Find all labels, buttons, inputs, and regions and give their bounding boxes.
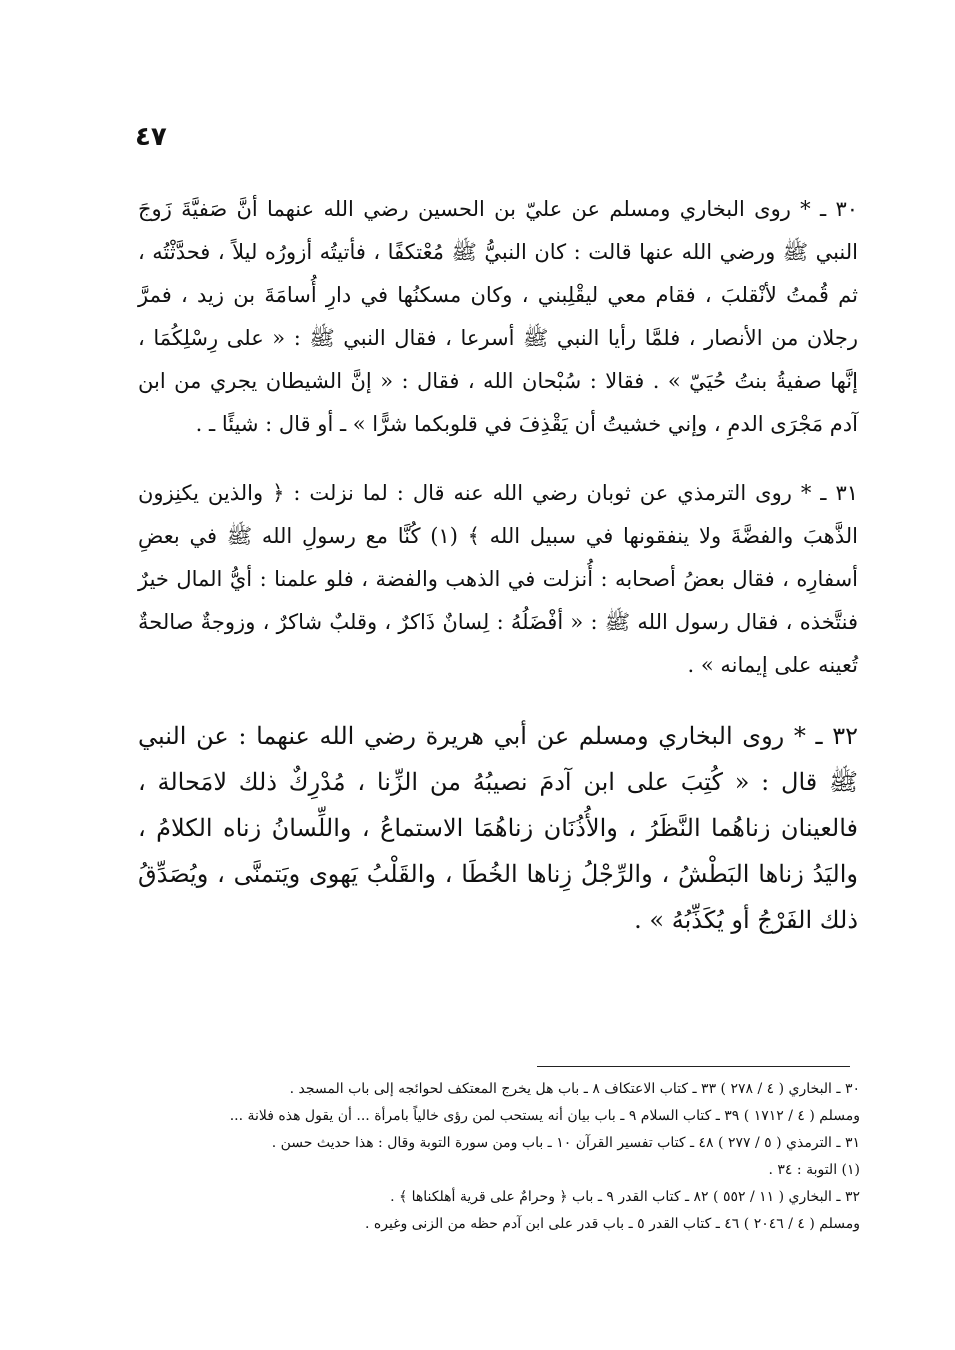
- hadith-31-paragraph: ٣١ ـ * روى الترمذي عن ثوبان رضي الله عنه قال : لما نزلت : ﴿ والذين يكنِزون الذَّهبَ والفضَّةَ ولا ينفقونها في سبيل الله ﴾ (١) كُنَّا مع رسولِ الله ﷺ في بعضِ أسفارِه ، فقال بعضُ أصحابه : أُنزلت في الذهب والفضة ، فلو علمنا : أيُّ المال خيرٌ فنتَّخذه ، فقال رسول الله ﷺ : « أفْضَلُهُ : لِسانٌ ذَاكرٌ ، وقلبٌ شاكرٌ ، وزوجةٌ صالحةٌ تُعينه على إيمانه » .: [138, 481, 858, 677]
- footnote-31-tirmidhi: ٣١ ـ الترمذي ( ٥ / ٢٧٧ ) ٤٨ ـ كتاب تفسير القرآن ١٠ ـ باب ومن سورة التوبة وقال : هذا حديث حسن .: [271, 1135, 860, 1151]
- footnote-separator: [537, 1066, 850, 1067]
- page-number: ٤٧: [135, 122, 167, 152]
- footnotes: [135, 1076, 860, 1238]
- footnote-32-bukhari: ٣٢ ـ البخاري ( ١١ / ٥٥٢ ) ٨٢ ـ كتاب القدر ٩ ـ باب ﴿ وحرامٌ على قرية أهلكناها ﴾ .: [390, 1189, 860, 1205]
- footnote-30-bukhari: ٣٠ ـ البخاري ( ٤ / ٢٧٨ ) ٣٣ ـ كتاب الاعتكاف ٨ ـ باب هل يخرج المعتكف لحوائجه إلى باب المسجد .: [289, 1081, 860, 1097]
- footnote-quran-ref: (١) التوبة : ٣٤ .: [768, 1162, 860, 1178]
- hadith-body: [138, 188, 858, 969]
- hadith-30-paragraph: ٣٠ ـ * روى البخاري ومسلم عن عليّ بن الحسين رضي الله عنهما أنَّ صَفيَّةَ زَوجَ النبي ﷺ ورضي الله عنها قالت : كان النبيُّ ﷺ مُعْتكفًا ، فأتيتُه أزورُه ليلاً ، فحدَّثْتُه ، ثم قُمتُ لأنْقلبَ ، فقام معي ليقْلِبني ، وكان مسكنُها في دارِ أُسامَةَ بن زيد ، فمرَّ رجلان من الأنصار ، فلمَّا رأيا النبي ﷺ أسرعا ، فقال النبي ﷺ : « على رِسْلِكُمَا ، إنَّها صفيةُ بنتُ حُيَيّ » . فقالا : سُبْحان الله ، فقال : « إنَّ الشيطان يجري من ابن آدم مَجْرَى الدمِ ، وإني خشيتُ أن يَقْذِفَ في قلوبكما شرًّا » ـ أو قال : شيئًا ـ .: [138, 197, 858, 436]
- footnote-32-muslim: ومسلم ( ٤ / ٢٠٤٦ ) ٤٦ ـ كتاب القدر ٥ ـ باب قدر على ابن آدم حظه من الزنى وغيره .: [364, 1216, 860, 1232]
- hadith-32-paragraph: ٣٢ ـ * روى البخاري ومسلم عن أبي هريرة رضي الله عنهما : عن النبي ﷺ قال : « كُتِبَ على ابن آدمَ نصيبُهُ من الزِّنا ، مُدْرِكٌ ذلك لامَحالة ، فالعينان زناهُما النَّظَرُ ، والأُذُنَان زناهُمَا الاستماعُ ، واللِّسانُ زناه الكلامُ ، واليَدُ زناها البَطْشُ ، والرِّجْلُ زِناها الخُطَا ، والقَلْبُ يَهوى ويَتمنَّى ، ويُصَدِّقُ ذلك الفَرْجُ أو يُكَذِّبُهُ » .: [138, 722, 858, 934]
- footnote-30-muslim: ومسلم ( ٤ / ١٧١٢ ) ٣٩ ـ كتاب السلام ٩ ـ باب بيان أنه يستحب لمن رؤى خالياً بامرأة ... أن يقول هذه فلانة ...: [229, 1108, 860, 1124]
